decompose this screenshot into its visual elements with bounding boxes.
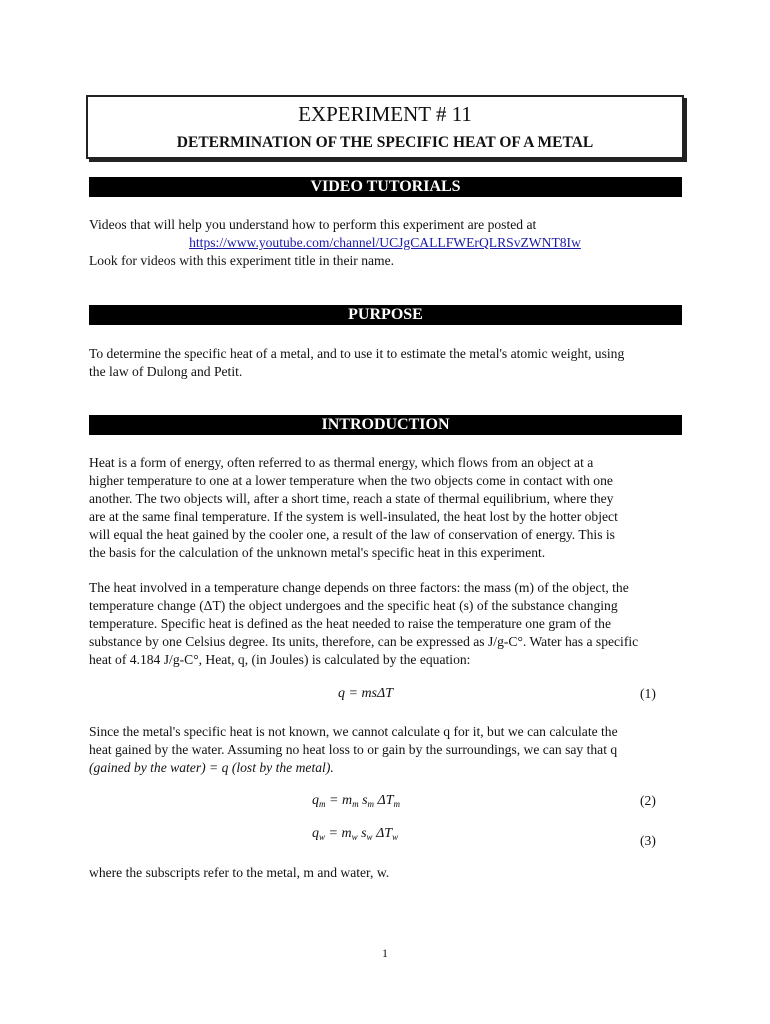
purpose-line-2: the law of Dulong and Petit.	[89, 364, 243, 379]
intro-p3-line: (gained by the water) = q (lost by the metal).	[89, 760, 334, 775]
intro-p2-line: temperature. Specific heat is defined as the heat needed to raise the temperature one gram of the	[89, 616, 611, 631]
title-box	[86, 95, 684, 159]
purpose-text	[89, 345, 681, 381]
intro-p1-line: will equal the heat gained by the cooler one, a result of the law of conservation of energy. This is	[89, 527, 615, 542]
page-title: EXPERIMENT # 11	[298, 102, 472, 126]
youtube-channel-link[interactable]: https://www.youtube.com/channel/UCJgCALLFWErQLRSvZWNT8Iw	[189, 235, 581, 250]
intro-paragraph-2	[89, 579, 681, 669]
intro-closing	[89, 864, 681, 882]
page-subtitle: DETERMINATION OF THE SPECIFIC HEAT OF A METAL	[176, 134, 594, 151]
introduction-heading: INTRODUCTION	[89, 415, 682, 435]
video-link-line	[89, 234, 681, 252]
intro-p1-line: the basis for the calculation of the unknown metal's specific heat in this experiment.	[89, 545, 546, 560]
intro-p3-line: heat gained by the water. Assuming no heat loss to or gain by the surroundings, we can say that q	[89, 742, 618, 757]
video-line-1: Videos that will help you understand how to perform this experiment are posted at	[89, 217, 537, 232]
equation-1-number: (1)	[640, 686, 656, 701]
intro-paragraph-1	[89, 454, 681, 562]
intro-p1-line: higher temperature to one at a lower temperature when the two objects come in contact with one	[89, 473, 613, 488]
purpose-heading: PURPOSE	[89, 305, 682, 325]
purpose-line-1: To determine the specific heat of a metal, and to use it to estimate the metal's atomic weight, using	[89, 346, 625, 361]
intro-p2-line: heat of 4.184 J/g-C°, Heat, q, (in Joules) is calculated by the equation:	[89, 652, 471, 667]
intro-p2-line: substance by one Celsius degree. Its units, therefore, can be expressed as J/g-C°. Water has a specific	[89, 634, 639, 649]
video-tutorials-text	[89, 216, 681, 270]
equation-2-number: (2)	[640, 793, 656, 808]
intro-p1-line: are at the same final temperature. If the system is well-insulated, the heat lost by the hotter object	[89, 509, 618, 524]
intro-paragraph-3	[89, 723, 681, 777]
equation-1: q = msΔT	[338, 686, 394, 701]
intro-p1-line: another. The two objects will, after a short time, reach a state of thermal equilibrium, where they	[89, 491, 614, 506]
intro-closing-line: where the subscripts refer to the metal, m and water, w.	[89, 865, 390, 880]
video-tutorials-heading: VIDEO TUTORIALS	[89, 177, 682, 197]
equation-2: $q_m = m_m$ $s_m$ $\Delta T_m$	[312, 793, 401, 809]
video-line-3: Look for videos with this experiment title in their name.	[89, 253, 395, 268]
equation-3: $q_w = m_w$ $s_w$ $\Delta T_w$	[312, 826, 399, 842]
intro-p2-line: The heat involved in a temperature change depends on three factors: the mass (m) of the object, the	[89, 580, 629, 595]
intro-p2-line: temperature change (ΔT) the object undergoes and the specific heat (s) of the substance changing	[89, 598, 618, 613]
intro-p3-line: Since the metal's specific heat is not known, we cannot calculate q for it, but we can calculate the	[89, 724, 618, 739]
page-number: 1	[382, 946, 388, 960]
intro-p1-line: Heat is a form of energy, often referred to as thermal energy, which flows from an object at a	[89, 455, 594, 470]
equation-3-number: (3)	[640, 833, 656, 848]
